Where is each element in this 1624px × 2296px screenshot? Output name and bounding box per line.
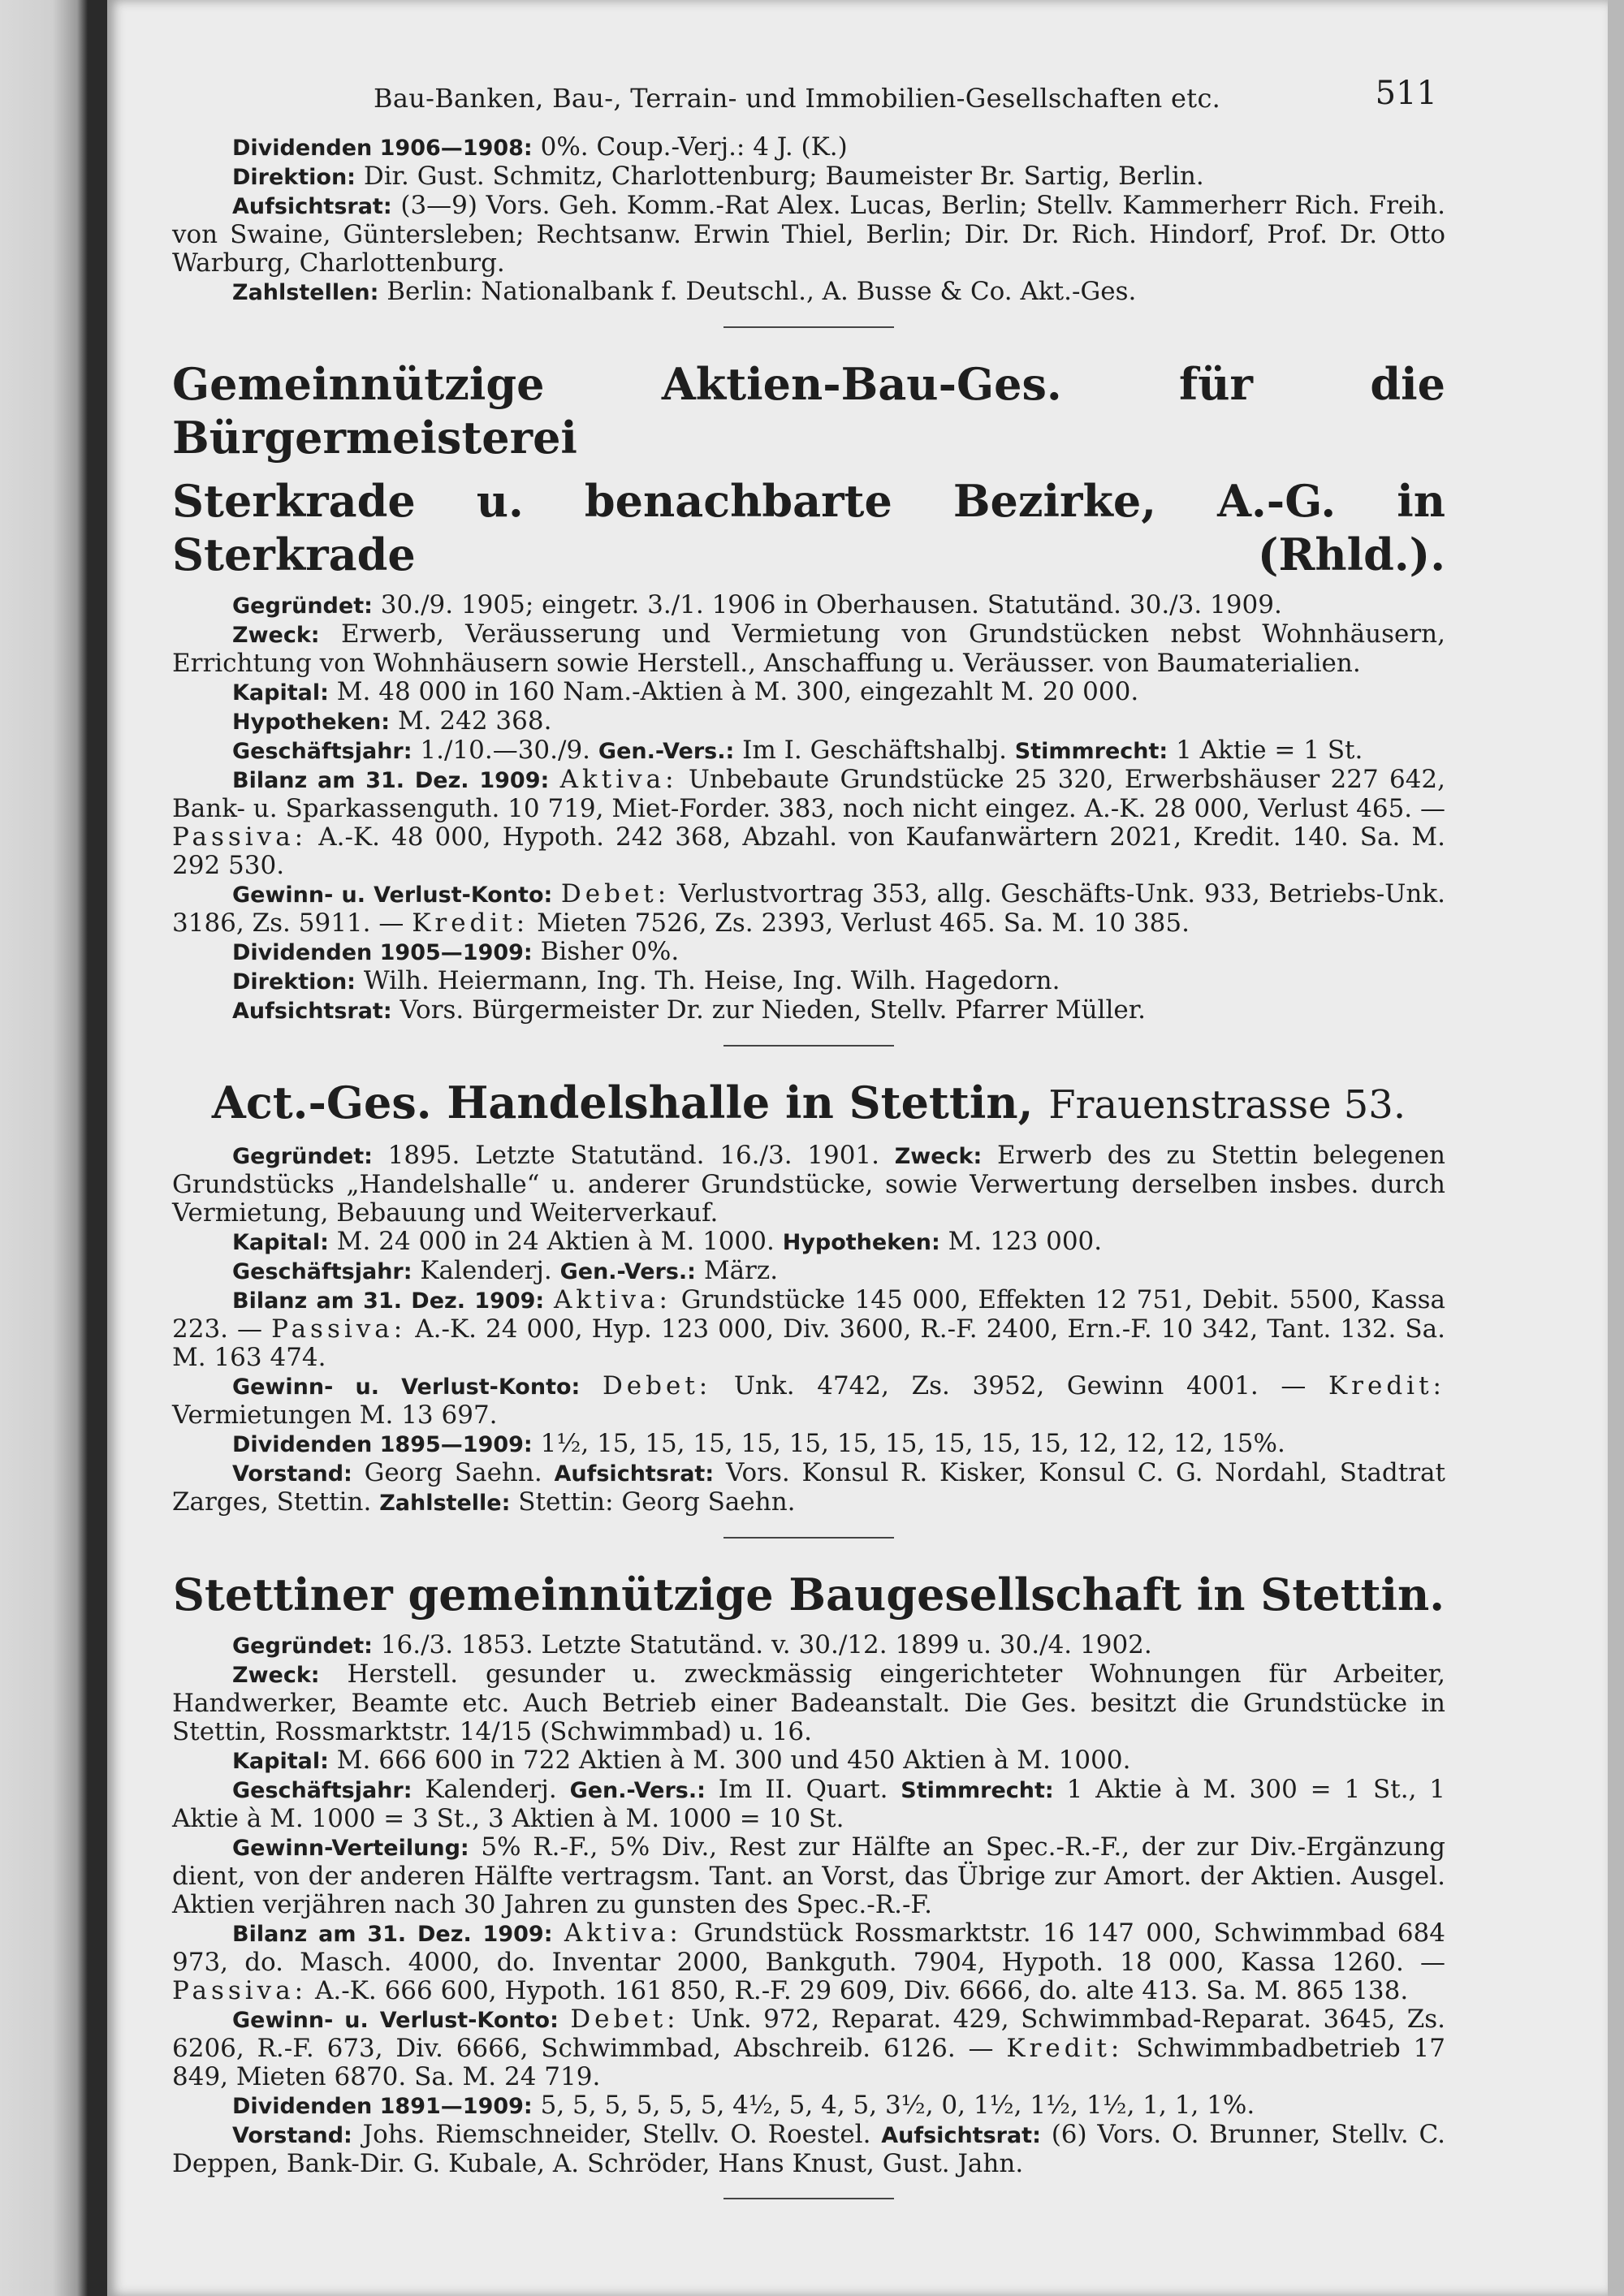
s1-aufsichtsrat: Aufsichtsrat: Vors. Bürgermeister Dr. zur Nieden, Stellv. Pfarrer Müller. [232, 995, 1146, 1025]
page-number: 511 [1375, 75, 1437, 112]
entry-stettiner-baugesellschaft [172, 1568, 1445, 2178]
intro-zahlstellen: Zahlstellen: Berlin: Nationalbank f. Deutschl., A. Busse & Co. Akt.-Ges. [232, 277, 1137, 306]
intro-direktion: Direktion: Dir. Gust. Schmitz, Charlottenburg; Baumeister Br. Sartig, Berlin. [232, 162, 1204, 191]
section-divider [723, 1537, 894, 1539]
s1-hypotheken: Hypotheken: M. 242 368. [232, 706, 552, 736]
section-divider [723, 2198, 894, 2199]
s1-gegruendet: Gegründet: 30./9. 1905; eingetr. 3./1. 1906 in Oberhausen. Statutänd. 30./3. 1909. [232, 590, 1282, 619]
s3-gewinnverteilung: Gewinn-Verteilung: 5% R.-F., 5% Div., Rest zur Hälfte an Spec.-R.-F., der zur Div.-Ergänzung dient, von der anderen Hälfte vertragsm. Tant. an Vorst, das Übrige zur Amort. der Aktien. Ausgel. Aktien verjähren nach 30 Jahren zu gunsten des Spec.-R.-F. [172, 1832, 1445, 1919]
s3-kapital: Kapital: M. 666 600 in 722 Aktien à M. 300 und 450 Aktien à M. 1000. [232, 1746, 1131, 1775]
s3-dividenden: Dividenden 1891—1909: 5, 5, 5, 5, 5, 5, 4½, 5, 4, 5, 3½, 0, 1½, 1½, 1½, 1, 1, 1%. [232, 2091, 1255, 2120]
section-divider [723, 326, 894, 328]
entry-title: Stettiner gemeinnützige Baugesellschaft in Stettin. [172, 1569, 1445, 1621]
entry-title: Act.-Ges. Handelshalle in Stettin, Frauenstrasse 53. [211, 1077, 1406, 1129]
s2-dividenden: Dividenden 1895—1909: 1½, 15, 15, 15, 15, 15, 15, 15, 15, 15, 15, 12, 12, 12, 15%. [232, 1429, 1285, 1458]
s1-dividenden: Dividenden 1905—1909: Bisher 0%. [232, 937, 680, 966]
s2-kapital: Kapital: M. 24 000 in 24 Aktien à M. 1000. Hypotheken: M. 123 000. [232, 1227, 1103, 1256]
s3-vorstand: Vorstand: Johs. Riemschneider, Stellv. O. Roestel. Aufsichtsrat: (6) Vors. O. Brunner, Stellv. C. Deppen, Bank-Dir. G. Kubale, A. Schröder, Hans Knust, Gust. Jahn. [172, 2120, 1446, 2178]
s3-zweck: Zweck: Herstell. gesunder u. zweckmässig eingerichteter Wohnungen für Arbeiter, Handwerker, Beamte etc. Auch Betrieb einer Badeanstalt. Die Ges. besitzt die Grundstücke in Stettin, Rossmarktstr. 14/15 (Schwimmbad) u. 16. [172, 1659, 1445, 1746]
running-header [172, 75, 1445, 122]
s1-direktion: Direktion: Wilh. Heiermann, Ing. Th. Heise, Ing. Wilh. Hagedorn. [232, 966, 1060, 995]
s1-geschaeftsjahr: Geschäftsjahr: 1./10.—30./9. Gen.-Vers.: Im I. Geschäftshalbj. Stimmrecht: 1 Aktie = 1 St. [232, 736, 1363, 765]
s2-vorstand: Vorstand: Georg Saehn. Aufsichtsrat: Vors. Konsul R. Kisker, Konsul C. G. Nordahl, Stadtrat Zarges, Stettin. Zahlstelle: Stettin: Georg Saehn. [172, 1458, 1445, 1517]
entry-sterkrade [172, 357, 1445, 1025]
entry-title-line2: Sterkrade u. benachbarte Bezirke, A.-G. in Sterkrade (Rhld.). [172, 475, 1445, 580]
s3-guv: Gewinn- u. Verlust-Konto: Debet: Unk. 972, Reparat. 429, Schwimmbad-Reparat. 3645, Zs. 6206, R.-F. 673, Div. 6666, Schwimmbad, Abschreib. 6126. — Kredit: Schwimmbadbetrieb 17 849, Mieten 6870. Sa. M. 24 719. [172, 2005, 1446, 2091]
s3-bilanz: Bilanz am 31. Dez. 1909: Aktiva: Grundstück Rossmarktstr. 16 147 000, Schwimmbad 684 973, do. Masch. 4000, do. Inventar 2000, Bankguth. 7904, Hypoth. 18 000, Kassa 1260. — Passiva: A.-K. 666 600, Hypoth. 161 850, R.-F. 29 609, Div. 6666, do. alte 413. Sa. M. 865 138. [172, 1918, 1445, 2005]
s2-guv: Gewinn- u. Verlust-Konto: Debet: Unk. 4742, Zs. 3952, Gewinn 4001. — Kredit: Vermietungen M. 13 697. [172, 1371, 1445, 1430]
page-right-edge [1608, 0, 1624, 2296]
running-title: Bau-Banken, Bau-, Terrain- und Immobilien-Gesellschaften etc. [374, 83, 1221, 114]
intro-dividenden: Dividenden 1906—1908: 0%. Coup.-Verj.: 4 J. (K.) [232, 132, 848, 162]
s3-gegruendet: Gegründet: 16./3. 1853. Letzte Statutänd. v. 30./12. 1899 u. 30./4. 1902. [232, 1630, 1152, 1659]
entry-handelshalle [172, 1076, 1445, 1517]
s2-gegruendet: Gegründet: 1895. Letzte Statutänd. 16./3. 1901. Zweck: Erwerb des zu Stettin belegenen Grundstücks „Handelshalle“ u. anderer Grundstücke, sowie Verwertung derselben insbes. durch Vermietung, Bebauung und Weiterverkauf. [172, 1141, 1446, 1228]
previous-page-edge [0, 0, 88, 2296]
entry-title-line1: Gemeinnützige Aktien-Bau-Ges. für die Bürgermeisterei [172, 358, 1445, 464]
intro-aufsichtsrat: Aufsichtsrat: (3—9) Vors. Geh. Komm.-Rat Alex. Lucas, Berlin; Stellv. Kammerherr Rich. Freih. von Swaine, Güntersleben; Rechtsanw. Erwin Thiel, Berlin; Dir. Dr. Rich. Hindorf, Prof. Dr. Otto Warburg, Charlottenburg. [172, 191, 1446, 278]
s1-guv: Gewinn- u. Verlust-Konto: Debet: Verlustvortrag 353, allg. Geschäfts-Unk. 933, Betriebs-Unk. 3186, Zs. 5911. — Kredit: Mieten 7526, Zs. 2393, Verlust 465. Sa. M. 10 385. [172, 879, 1446, 938]
s1-zweck: Zweck: Erwerb, Veräusserung und Vermietung von Grundstücken nebst Wohnhäusern, Errichtung von Wohnhäusern sowie Herstell., Anschaffung u. Veräusser. von Baumaterialien. [172, 619, 1445, 678]
s1-kapital: Kapital: M. 48 000 in 160 Nam.-Aktien à M. 300, eingezahlt M. 20 000. [232, 677, 1139, 706]
s2-geschaeftsjahr: Geschäftsjahr: Kalenderj. Gen.-Vers.: März. [232, 1256, 779, 1285]
section-divider [723, 1045, 894, 1047]
s1-bilanz: Bilanz am 31. Dez. 1909: Aktiva: Unbebaute Grundstücke 25 320, Erwerbshäuser 227 642, Bank- u. Sparkassenguth. 10 719, Miet-Forder. 383, noch nicht eingez. A.-K. 28 000, Verlust 465. — Passiva: A.-K. 48 000, Hypoth. 242 368, Abzahl. von Kaufanwärtern 2021, Kredit. 140. Sa. M. 292 530. [172, 765, 1446, 880]
s3-geschaeftsjahr: Geschäftsjahr: Kalenderj. Gen.-Vers.: Im II. Quart. Stimmrecht: 1 Aktie à M. 300 = 1 St., 1 Aktie à M. 1000 = 3 St., 3 Aktien à M. 1000 = 10 St. [172, 1775, 1445, 1833]
entry-continuation [172, 133, 1445, 307]
page-content [172, 75, 1446, 2229]
s2-bilanz: Bilanz am 31. Dez. 1909: Aktiva: Grundstücke 145 000, Effekten 12 751, Debit. 5500, Kassa 223. — Passiva: A.-K. 24 000, Hyp. 123 000, Div. 3600, R.-F. 2400, Ern.-F. 10 342, Tant. 132. Sa. M. 163 474. [172, 1285, 1446, 1372]
